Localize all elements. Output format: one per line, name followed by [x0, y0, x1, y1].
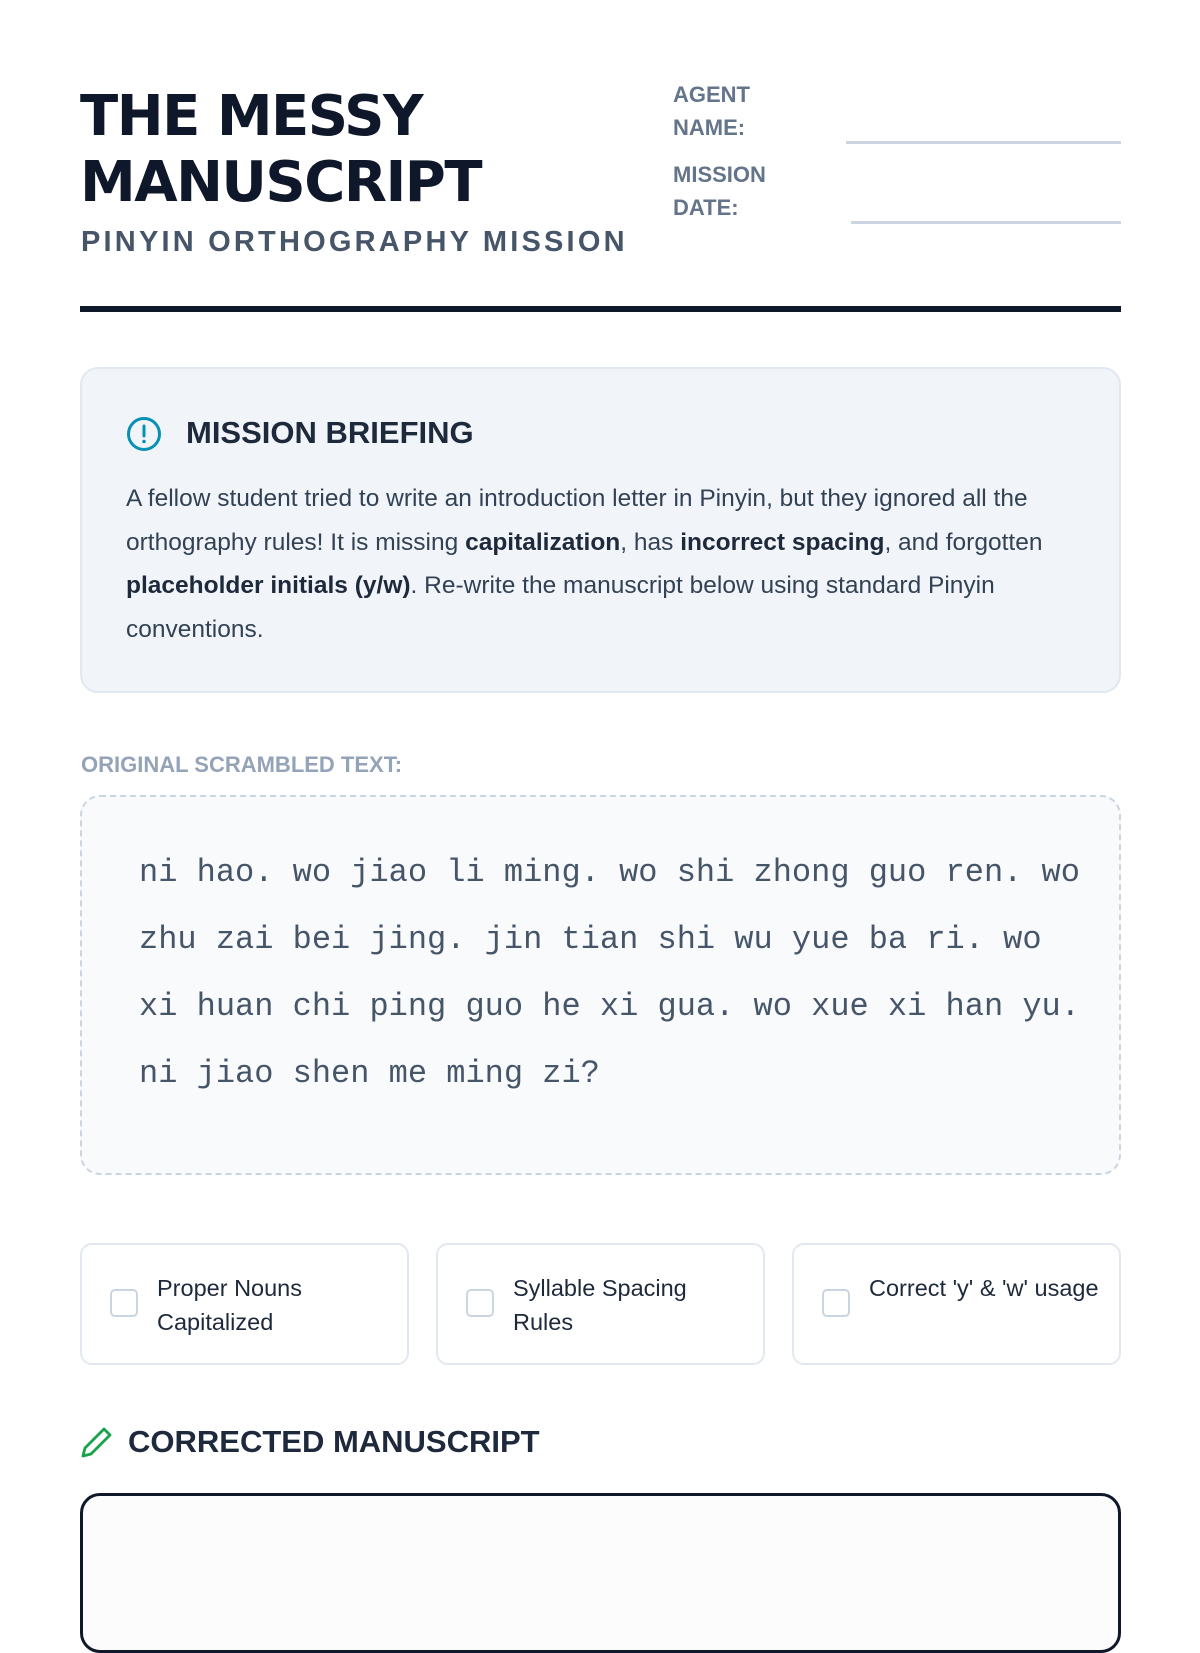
briefing-text-2: , has: [620, 528, 681, 556]
checkbox[interactable]: [466, 1289, 494, 1317]
checklist-item-y-w-usage[interactable]: [792, 1243, 1121, 1365]
pencil-icon: [80, 1425, 114, 1459]
mission-date-label: MISSION DATE:: [673, 162, 766, 220]
checklist-label: Syllable Spacing Rules: [513, 1275, 687, 1335]
briefing-text-4: . Re-write the manuscript below using standard Pinyin conventions.: [126, 572, 995, 643]
agent-name-field[interactable]: [673, 78, 1121, 144]
briefing-text-1: A fellow student tried to write an introduction letter in Pinyin, but they ignored all the orthography rules! It is missing: [126, 485, 1028, 556]
corrected-manuscript-input[interactable]: [80, 1493, 1121, 1653]
corrected-manuscript-title: CORRECTED MANUSCRIPT: [128, 1424, 540, 1459]
checklist-item-syllable-spacing[interactable]: [436, 1243, 765, 1365]
briefing-bold-initials: placeholder initials (y/w): [126, 572, 411, 599]
original-text-label: ORIGINAL SCRAMBLED TEXT:: [81, 752, 403, 777]
checkbox[interactable]: [110, 1289, 138, 1317]
checkbox[interactable]: [822, 1289, 850, 1317]
header-divider: [80, 306, 1121, 312]
briefing-text: [126, 477, 1086, 651]
scrambled-text-box: [80, 795, 1121, 1175]
agent-name-label: AGENT NAME:: [673, 82, 750, 140]
scrambled-text: ni hao. wo jiao li ming. wo shi zhong guo ren. wo zhu zai bei jing. jin tian shi wu yue ba ri. wo xi huan chi ping guo he xi gua. wo xue xi han yu. ni jiao shen me ming zi?: [139, 854, 1080, 1092]
alert-circle-icon: [126, 416, 162, 452]
briefing-text-3: , and forgotten: [884, 528, 1043, 556]
page-title: [80, 84, 481, 216]
mission-date-line[interactable]: [851, 221, 1121, 224]
checklist-label: Correct 'y' & 'w' usage: [869, 1275, 1099, 1301]
agent-name-line[interactable]: [846, 141, 1121, 144]
briefing-title: MISSION BRIEFING: [186, 415, 474, 450]
page-subtitle: PINYIN ORTHOGRAPHY MISSION: [81, 226, 628, 258]
mission-briefing-box: [80, 367, 1121, 693]
checklist-item-proper-nouns[interactable]: [80, 1243, 409, 1365]
title-line-2: MANUSCRIPT: [80, 150, 482, 215]
title-line-1: THE MESSY: [80, 84, 422, 149]
briefing-bold-spacing: incorrect spacing: [680, 528, 885, 556]
briefing-bold-capitalization: capitalization: [465, 528, 621, 556]
mission-date-field[interactable]: [673, 158, 1121, 224]
checklist-label: Proper Nouns Capitalized: [157, 1275, 302, 1335]
